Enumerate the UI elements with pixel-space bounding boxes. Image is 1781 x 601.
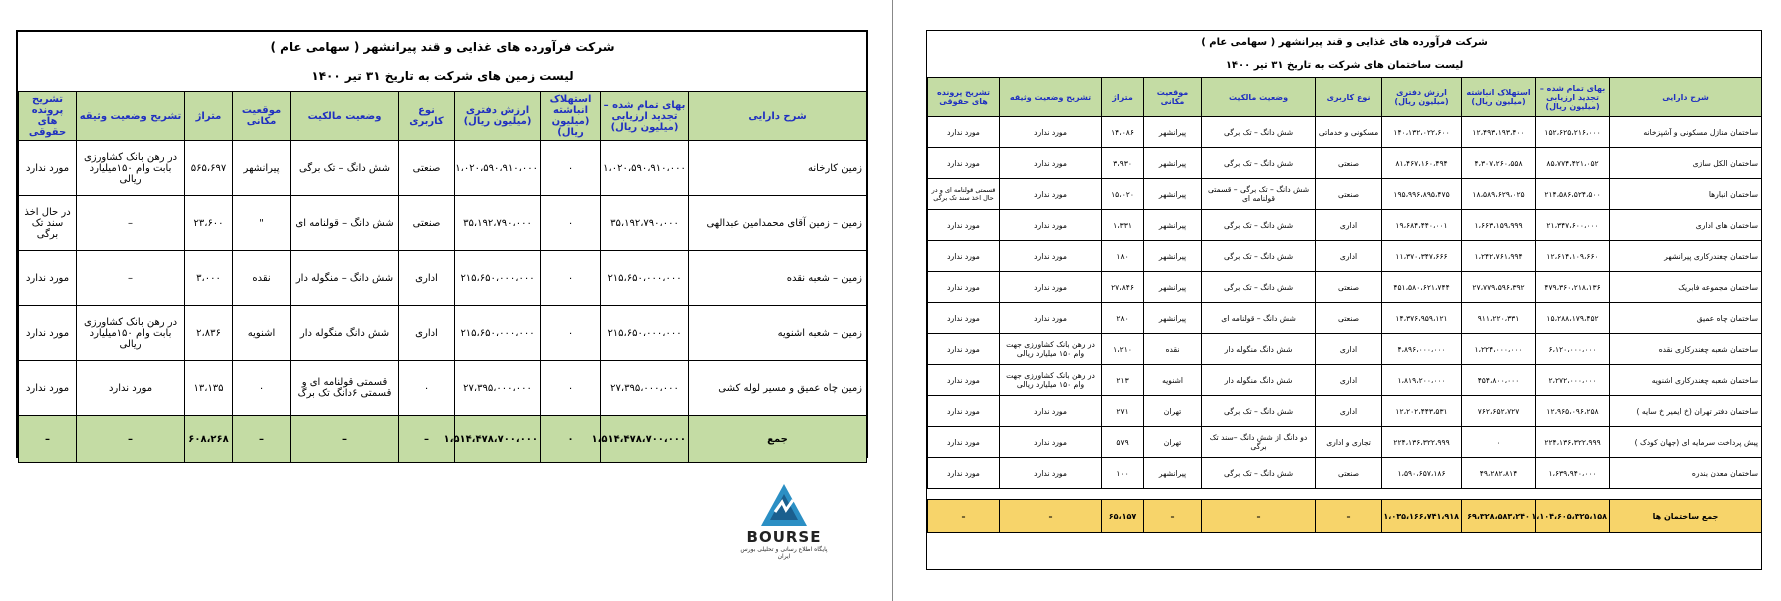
cell-legal: مورد ندارد <box>928 241 1000 272</box>
cell-location: نقده <box>233 251 291 306</box>
col-legal: تشریح پرونده های حقوقی <box>928 78 1000 117</box>
cell-book-value: ۱۴،۳۷۶،۹۵۹،۱۲۱ <box>1382 303 1462 334</box>
cell-usage: اداری <box>1316 396 1382 427</box>
cell-location: تهران <box>1144 427 1202 458</box>
cell-depreciation: ۰ <box>541 361 601 416</box>
total-book-value: ۱،۰۳۵،۱۶۶،۷۴۱،۹۱۸ <box>1382 500 1462 533</box>
cell-asset: ساختمان چغندرکاری پیرانشهر <box>1610 241 1762 272</box>
cell-ownership: شش دانگ – تک برگی <box>1202 148 1316 179</box>
cell-book-value: ۱۲،۲۰۲،۴۴۳،۵۳۱ <box>1382 396 1462 427</box>
table-row <box>928 458 1762 489</box>
company-title: شرکت فرآورده های غذایی و قند پیرانشهر ( سهامی عام ) <box>1201 36 1488 48</box>
cell-usage: صنعتی <box>399 196 455 251</box>
cell-legal: مورد ندارد <box>928 272 1000 303</box>
cell-depreciation: ۱،۲۴۲،۷۶۱،۹۹۴ <box>1462 241 1536 272</box>
cell-collateral: مورد ندارد <box>77 361 185 416</box>
cell-usage: صنعتی <box>1316 303 1382 334</box>
cell-location: پیرانشهر <box>1144 458 1202 489</box>
cell-cost: ۲۱،۳۴۷،۶۰۰،۰۰۰ <box>1536 210 1610 241</box>
cell-book-value: ۱۴۰،۱۳۲،۰۲۲،۶۰۰ <box>1382 117 1462 148</box>
land-list-sheet <box>16 30 868 458</box>
cell-asset: ساختمان چاه عمیق <box>1610 303 1762 334</box>
cell-location: " <box>233 196 291 251</box>
cell-usage: اداری <box>1316 210 1382 241</box>
table-row <box>928 334 1762 365</box>
cell-legal: مورد ندارد <box>928 458 1000 489</box>
cell-ownership: شش دانگ – تک برگی <box>1202 272 1316 303</box>
cell-usage: اداری <box>1316 334 1382 365</box>
cell-depreciation: ۱۲،۴۹۳،۱۹۳،۴۰۰ <box>1462 117 1536 148</box>
total-location: – <box>1144 500 1202 533</box>
list-title: لیست زمین های شرکت به تاریخ ۳۱ تیر ۱۴۰۰ <box>19 61 867 92</box>
cell-cost: ۲۲۴،۱۳۶،۳۲۲،۹۹۹ <box>1536 427 1610 458</box>
cell-asset: زمین کارخانه <box>689 141 867 196</box>
cell-collateral: – <box>77 251 185 306</box>
cell-ownership: قسمتی قولنامه ای و قسمتی ۶دانگ تک برگ <box>291 361 399 416</box>
cell-cost: ۲۱۵،۶۵۰،۰۰۰،۰۰۰ <box>601 251 689 306</box>
cell-area: ۱۵،۰۲۰ <box>1102 179 1144 210</box>
table-row <box>928 396 1762 427</box>
cell-legal: مورد ندارد <box>19 251 77 306</box>
col-area: متراژ <box>1102 78 1144 117</box>
cell-book-value: ۲۲۴،۱۳۶،۳۲۲،۹۹۹ <box>1382 427 1462 458</box>
cell-location: تهران <box>1144 396 1202 427</box>
table-row <box>19 306 867 361</box>
cell-ownership: شش دانگ منگوله دار <box>1202 334 1316 365</box>
cell-depreciation: ۲۷،۷۷۹،۵۹۶،۳۹۲ <box>1462 272 1536 303</box>
table-row <box>928 148 1762 179</box>
cell-book-value: ۸۱،۴۶۷،۱۶۰،۴۹۴ <box>1382 148 1462 179</box>
cell-location: پیرانشهر <box>233 141 291 196</box>
cell-ownership: شش دانگ – تک برگی <box>1202 210 1316 241</box>
bourse-logo <box>735 482 833 560</box>
cell-collateral: مورد ندارد <box>1000 427 1102 458</box>
total-ownership: – <box>1202 500 1316 533</box>
table-row <box>928 210 1762 241</box>
cell-area: ۲۱۳ <box>1102 365 1144 396</box>
cell-cost: ۲۱۴،۵۸۶،۵۲۴،۵۰۰ <box>1536 179 1610 210</box>
total-usage: – <box>1316 500 1382 533</box>
cell-asset: زمین – زمین آقای محمدامین عبدالهی <box>689 196 867 251</box>
cell-collateral: مورد ندارد <box>1000 210 1102 241</box>
cell-asset: ساختمان شعبه چغندرکاری نقده <box>1610 334 1762 365</box>
cell-ownership: شش دانگ – قولنامه ای <box>291 196 399 251</box>
page-divider <box>892 0 893 601</box>
cell-area: ۱،۲۱۰ <box>1102 334 1144 365</box>
table-row <box>928 303 1762 334</box>
cell-area: ۱۴،۰۸۶ <box>1102 117 1144 148</box>
cell-ownership: شش دانگ – قولنامه ای <box>1202 303 1316 334</box>
cell-usage: اداری <box>1316 365 1382 396</box>
cell-depreciation: ۴،۳۰۷،۲۶۰،۵۵۸ <box>1462 148 1536 179</box>
col-usage: نوع کاربری <box>1316 78 1382 117</box>
total-depreciation: ۶۹،۳۲۸،۵۸۳،۲۴۰ <box>1462 500 1536 533</box>
cell-cost: ۱۵۲،۶۲۵،۲۱۶،۰۰۰ <box>1536 117 1610 148</box>
cell-ownership: شش دانگ – تک برگی <box>1202 458 1316 489</box>
table-spacer <box>928 489 1762 500</box>
col-asset: شرح دارایی <box>1610 78 1762 117</box>
col-asset: شرح دارایی <box>689 92 867 141</box>
col-ownership: وضعیت مالکیت <box>291 92 399 141</box>
cell-cost: ۱،۰۲۰،۵۹۰،۹۱۰،۰۰۰ <box>601 141 689 196</box>
cell-depreciation: ۴۹،۲۸۲،۸۱۴ <box>1462 458 1536 489</box>
cell-depreciation: ۷۶۲،۶۵۲،۷۲۷ <box>1462 396 1536 427</box>
total-book-value: ۱،۵۱۴،۴۷۸،۷۰۰،۰۰۰ <box>455 416 541 463</box>
col-cost: بهای تمام شده – تجدید ارزیابی (میلیون ریال) <box>1536 78 1610 117</box>
cell-ownership: شش دانگ منگوله دار <box>291 306 399 361</box>
total-legal: – <box>928 500 1000 533</box>
cell-collateral: در رهن بانک کشاورزی جهت وام ۱۵۰ میلیارد ریالی <box>1000 365 1102 396</box>
cell-book-value: ۱،۸۱۹،۲۰۰،۰۰۰ <box>1382 365 1462 396</box>
total-ownership: – <box>291 416 399 463</box>
cell-usage: صنعتی <box>1316 179 1382 210</box>
cell-legal: مورد ندارد <box>19 306 77 361</box>
cell-asset: ساختمان های اداری <box>1610 210 1762 241</box>
cell-location: پیرانشهر <box>1144 148 1202 179</box>
total-collateral: – <box>77 416 185 463</box>
cell-location: ۰ <box>233 361 291 416</box>
cell-book-value: ۳۵،۱۹۲،۷۹۰،۰۰۰ <box>455 196 541 251</box>
cell-depreciation: ۱،۶۶۳،۱۵۹،۹۹۹ <box>1462 210 1536 241</box>
cell-area: ۱۳،۱۳۵ <box>185 361 233 416</box>
total-legal: – <box>19 416 77 463</box>
cell-collateral: مورد ندارد <box>1000 241 1102 272</box>
cell-legal: در حال اخذ سند تک برگی <box>19 196 77 251</box>
cell-collateral: در رهن بانک کشاورزی بابت وام ۱۵۰میلیارد ریالی <box>77 306 185 361</box>
cell-location: پیرانشهر <box>1144 179 1202 210</box>
cell-asset: پیش پرداخت سرمایه ای (جهان کودک ) <box>1610 427 1762 458</box>
cell-asset: ساختمان منازل مسکونی و آشپزخانه <box>1610 117 1762 148</box>
cell-depreciation: ۱،۲۲۴،۰۰۰،۰۰۰ <box>1462 334 1536 365</box>
cell-book-value: ۲۱۵،۶۵۰،۰۰۰،۰۰۰ <box>455 306 541 361</box>
company-title: شرکت فرآورده های غذایی و قند پیرانشهر ( سهامی عام ) <box>270 39 615 54</box>
cell-legal: مورد ندارد <box>19 141 77 196</box>
bourse-logo-icon <box>735 482 833 532</box>
cell-area: ۲۳،۶۰۰ <box>185 196 233 251</box>
cell-collateral: مورد ندارد <box>1000 272 1102 303</box>
bourse-logo-word: BOURSE <box>746 528 822 546</box>
list-title: لیست ساختمان های شرکت به تاریخ ۳۱ تیر ۱۴۰۰ <box>928 53 1762 78</box>
col-book-value: ارزش دفتری (میلیون ریال) <box>1382 78 1462 117</box>
total-depreciation: ۰ <box>541 416 601 463</box>
cell-book-value: ۱۹،۶۸۴،۴۴۰،۰۰۱ <box>1382 210 1462 241</box>
cell-usage: اداری <box>1316 241 1382 272</box>
col-usage: نوع کاربری <box>399 92 455 141</box>
cell-book-value: ۱،۰۲۰،۵۹۰،۹۱۰،۰۰۰ <box>455 141 541 196</box>
table-row <box>19 361 867 416</box>
total-collateral: – <box>1000 500 1102 533</box>
cell-book-value: ۴،۸۹۶،۰۰۰،۰۰۰ <box>1382 334 1462 365</box>
cell-usage: صنعتی <box>1316 272 1382 303</box>
table-row <box>19 196 867 251</box>
cell-cost: ۲۷،۳۹۵،۰۰۰،۰۰۰ <box>601 361 689 416</box>
cell-asset: ساختمان انبارها <box>1610 179 1762 210</box>
col-depreciation: استهلاک انباشته (میلیون ریال) <box>541 92 601 141</box>
cell-book-value: ۲۷،۳۹۵،۰۰۰،۰۰۰ <box>455 361 541 416</box>
cell-depreciation: ۰ <box>541 196 601 251</box>
cell-collateral: – <box>77 196 185 251</box>
total-area: ۶۰۸،۲۶۸ <box>185 416 233 463</box>
cell-ownership: شش دانگ – منگوله دار <box>291 251 399 306</box>
cell-asset: ساختمان دفتر تهران (خ ایمیر خ سایه ) <box>1610 396 1762 427</box>
cell-area: ۳،۰۰۰ <box>185 251 233 306</box>
cell-location: نقده <box>1144 334 1202 365</box>
cell-asset: زمین چاه عمیق و مسیر لوله کشی <box>689 361 867 416</box>
table-row <box>19 141 867 196</box>
total-cost: ۱،۱۰۴،۶۰۵،۳۲۵،۱۵۸ <box>1536 500 1610 533</box>
col-area: متراژ <box>185 92 233 141</box>
cell-area: ۲،۸۳۶ <box>185 306 233 361</box>
cell-location: پیرانشهر <box>1144 303 1202 334</box>
cell-asset: ساختمان معدن بندره <box>1610 458 1762 489</box>
cell-area: ۱،۳۳۱ <box>1102 210 1144 241</box>
cell-cost: ۶،۱۲۰،۰۰۰،۰۰۰ <box>1536 334 1610 365</box>
cell-depreciation: ۰ <box>541 251 601 306</box>
cell-ownership: شش دانگ – تک برگی <box>1202 117 1316 148</box>
cell-depreciation: ۴۵۴،۸۰۰،۰۰۰ <box>1462 365 1536 396</box>
cell-legal: مورد ندارد <box>928 396 1000 427</box>
cell-cost: ۱۲،۹۶۵،۰۹۶،۲۵۸ <box>1536 396 1610 427</box>
cell-collateral: مورد ندارد <box>1000 179 1102 210</box>
col-location: موقعیت مکانی <box>233 92 291 141</box>
total-row <box>928 500 1762 533</box>
total-label: جمع <box>689 416 867 463</box>
table-row <box>928 117 1762 148</box>
cell-cost: ۲۱۵،۶۵۰،۰۰۰،۰۰۰ <box>601 306 689 361</box>
cell-area: ۲۷۱ <box>1102 396 1144 427</box>
cell-depreciation: ۰ <box>1462 427 1536 458</box>
cell-usage: صنعتی <box>399 141 455 196</box>
cell-cost: ۴۷۹،۳۶۰،۲۱۸،۱۳۶ <box>1536 272 1610 303</box>
total-label: جمع ساختمان ها <box>1610 500 1762 533</box>
cell-asset: ساختمان مجموعه فابریک <box>1610 272 1762 303</box>
col-ownership: وضعیت مالکیت <box>1202 78 1316 117</box>
cell-ownership: دو دانگ از شش دانگ –سند تک برگی <box>1202 427 1316 458</box>
cell-usage: تجاری و اداری <box>1316 427 1382 458</box>
cell-legal: مورد ندارد <box>928 148 1000 179</box>
cell-usage: ۰ <box>399 361 455 416</box>
cell-legal: قسمتی قولنامه ای و در حال اخذ سند تک برگی <box>928 179 1000 210</box>
col-location: موقعیت مکانی <box>1144 78 1202 117</box>
cell-depreciation: ۹۱۱،۲۲۰،۳۳۱ <box>1462 303 1536 334</box>
table-row <box>928 272 1762 303</box>
total-cost: ۱،۵۱۴،۴۷۸،۷۰۰،۰۰۰ <box>601 416 689 463</box>
land-table <box>18 32 867 463</box>
col-depreciation: استهلاک انباشته (میلیون ریال) <box>1462 78 1536 117</box>
cell-legal: مورد ندارد <box>928 303 1000 334</box>
cell-ownership: شش دانگ منگوله دار <box>1202 365 1316 396</box>
col-collateral: تشریح وضعیت وثیقه <box>77 92 185 141</box>
cell-area: ۵۶۵،۶۹۷ <box>185 141 233 196</box>
cell-legal: مورد ندارد <box>928 334 1000 365</box>
cell-area: ۳،۹۳۰ <box>1102 148 1144 179</box>
cell-cost: ۲،۲۷۲،۰۰۰،۰۰۰ <box>1536 365 1610 396</box>
cell-book-value: ۱،۵۹۰،۶۵۷،۱۸۶ <box>1382 458 1462 489</box>
cell-collateral: مورد ندارد <box>1000 148 1102 179</box>
cell-book-value: ۱۱،۳۷۰،۳۴۷،۶۶۶ <box>1382 241 1462 272</box>
cell-collateral: مورد ندارد <box>1000 117 1102 148</box>
cell-cost: ۱،۶۳۹،۹۴۰،۰۰۰ <box>1536 458 1610 489</box>
cell-legal: مورد ندارد <box>928 117 1000 148</box>
cell-area: ۵۷۹ <box>1102 427 1144 458</box>
cell-location: پیرانشهر <box>1144 117 1202 148</box>
cell-usage: اداری <box>399 251 455 306</box>
table-row <box>928 179 1762 210</box>
cell-book-value: ۱۹۵،۹۹۶،۸۹۵،۴۷۵ <box>1382 179 1462 210</box>
col-legal: تشریح پرونده های حقوقی <box>19 92 77 141</box>
cell-ownership: شش دانگ – تک برگی <box>1202 241 1316 272</box>
cell-depreciation: ۰ <box>541 306 601 361</box>
cell-collateral: مورد ندارد <box>1000 396 1102 427</box>
table-row <box>928 241 1762 272</box>
cell-usage: صنعتی <box>1316 458 1382 489</box>
cell-collateral: مورد ندارد <box>1000 458 1102 489</box>
table-row <box>928 427 1762 458</box>
cell-asset: ساختمان شعبه چغندرکاری اشنویه <box>1610 365 1762 396</box>
cell-collateral: در رهن بانک کشاورزی بابت وام ۱۵۰میلیارد ریالی <box>77 141 185 196</box>
cell-usage: صنعتی <box>1316 148 1382 179</box>
cell-cost: ۳۵،۱۹۲،۷۹۰،۰۰۰ <box>601 196 689 251</box>
cell-book-value: ۴۵۱،۵۸۰،۶۲۱،۷۴۴ <box>1382 272 1462 303</box>
cell-area: ۱۰۰ <box>1102 458 1144 489</box>
building-list-sheet <box>926 30 1762 570</box>
cell-usage: مسکونی و خدماتی <box>1316 117 1382 148</box>
cell-legal: مورد ندارد <box>928 427 1000 458</box>
cell-location: پیرانشهر <box>1144 210 1202 241</box>
cell-legal: مورد ندارد <box>928 365 1000 396</box>
cell-ownership: شش دانگ – تک برگی <box>1202 396 1316 427</box>
cell-area: ۱۸۰ <box>1102 241 1144 272</box>
cell-location: پیرانشهر <box>1144 241 1202 272</box>
cell-location: اشنویه <box>233 306 291 361</box>
cell-location: اشنویه <box>1144 365 1202 396</box>
bourse-logo-subtitle: پایگاه اطلاع رسانی و تحلیلی بورس ایران <box>740 546 828 560</box>
col-cost: بهای تمام شده – تجدید ارزیابی (میلیون ریال) <box>601 92 689 141</box>
cell-depreciation: ۰ <box>541 141 601 196</box>
cell-collateral: مورد ندارد <box>1000 303 1102 334</box>
cell-collateral: در رهن بانک کشاورزی جهت وام ۱۵۰ میلیارد ریالی <box>1000 334 1102 365</box>
col-book-value: ارزش دفتری (میلیون ریال) <box>455 92 541 141</box>
cell-cost: ۱۲،۶۱۴،۱۰۹،۶۶۰ <box>1536 241 1610 272</box>
cell-asset: ساختمان الکل سازی <box>1610 148 1762 179</box>
header-row <box>928 78 1762 117</box>
cell-ownership: شش دانگ – تک برگی <box>291 141 399 196</box>
cell-asset: زمین – شعبه اشنویه <box>689 306 867 361</box>
cell-legal: مورد ندارد <box>19 361 77 416</box>
total-row <box>19 416 867 463</box>
cell-asset: زمین – شعبه نقده <box>689 251 867 306</box>
cell-cost: ۱۵،۲۸۸،۱۷۹،۴۵۲ <box>1536 303 1610 334</box>
cell-cost: ۸۵،۷۷۴،۴۲۱،۰۵۲ <box>1536 148 1610 179</box>
table-row <box>928 365 1762 396</box>
cell-ownership: شش دانگ – تک برگی – قسمتی قولنامه ای <box>1202 179 1316 210</box>
building-table <box>927 31 1762 533</box>
cell-area: ۲۸۰ <box>1102 303 1144 334</box>
cell-location: پیرانشهر <box>1144 272 1202 303</box>
table-row <box>19 251 867 306</box>
col-collateral: تشریح وضعیت وثیقه <box>1000 78 1102 117</box>
header-row <box>19 92 867 141</box>
cell-depreciation: ۱۸،۵۸۹،۶۲۹،۰۲۵ <box>1462 179 1536 210</box>
total-location: – <box>233 416 291 463</box>
cell-book-value: ۲۱۵،۶۵۰،۰۰۰،۰۰۰ <box>455 251 541 306</box>
cell-area: ۲۷،۸۴۶ <box>1102 272 1144 303</box>
total-usage: – <box>399 416 455 463</box>
cell-legal: مورد ندارد <box>928 210 1000 241</box>
total-area: ۶۵،۱۵۷ <box>1102 500 1144 533</box>
cell-usage: اداری <box>399 306 455 361</box>
